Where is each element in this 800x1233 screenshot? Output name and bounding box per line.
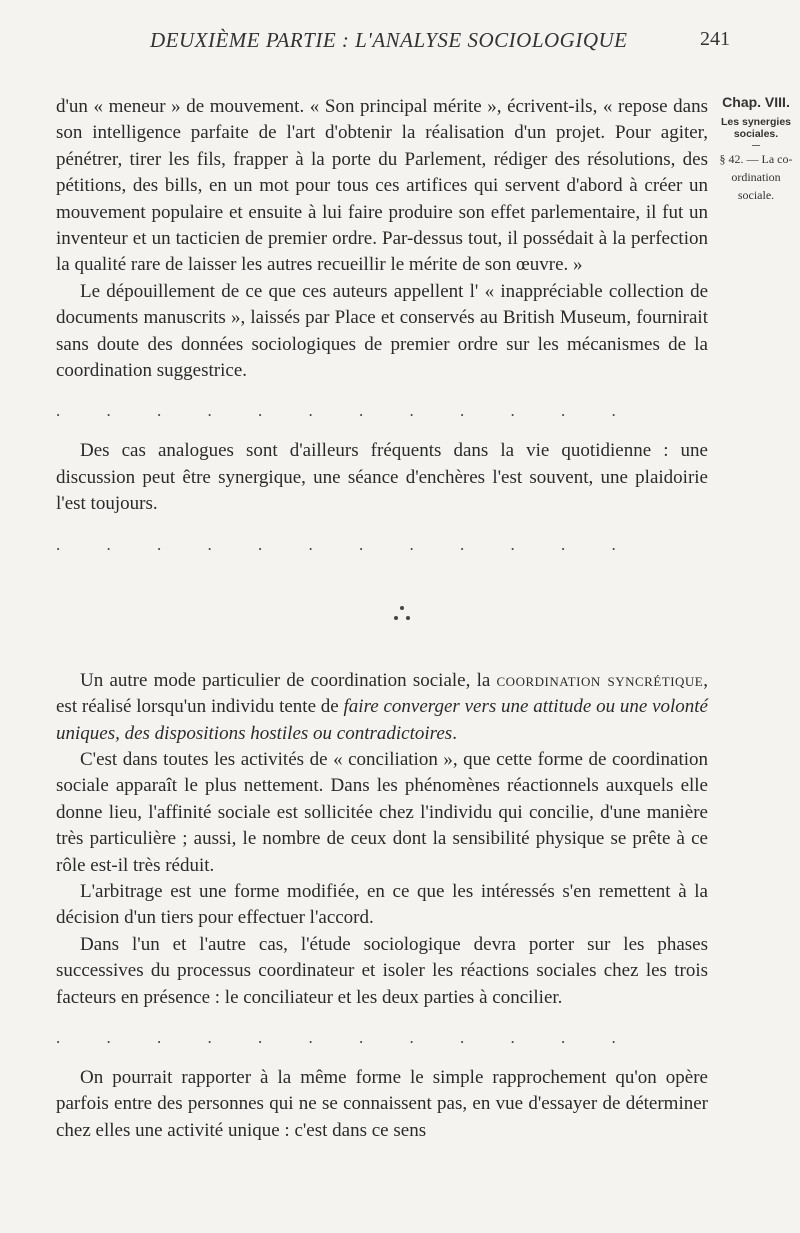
paragraph-4-part1: Un autre mode particulier de coordination sociale, la	[80, 669, 497, 691]
ellipsis-row-2: . . . . . . . . . . . .	[56, 534, 637, 554]
paragraph-1: d'un « meneur » de mouvement. « Son principal mérite », écrivent-ils, « repose dans son intelligence parfaite de l'art d'obtenir la réalisation d'un projet. Pour agiter, pénétrer, tirer les fils, frapper à la porte du Parlement, rédiger des résolutions, des pétitions, des bills, en un mot pour tous ces artifices qui servent d'abord à créer un mouvement populaire et ensuite à lui faire produire son effet parlementaire, il fut un inventeur et un tacticien de premier ordre. Par-dessus tout, il possédait à la perfection la qualité rare de laisser les autres recueillir le mérite de son œuvre. »	[56, 96, 708, 276]
paragraph-5: C'est dans toutes les activités de « conciliation », que cette forme de coordination sociale apparaît le plus nettement. Dans les phénomènes réactionnels auxquels elle donne lieu, l'affinité sociale est sollicitée chez l'individu qui concilie, d'une manière très particulière ; aussi, le nombre de ceux dont la sensibilité physique se prête à ce rôle est-il très réduit.	[56, 748, 708, 876]
margin-chapter-note: Chap. VIII.	[722, 94, 790, 110]
spacer	[56, 424, 708, 438]
ellipsis-row-1: . . . . . . . . . . . .	[56, 401, 637, 421]
running-head: DEUXIÈME PARTIE : L'ANALYSE SOCIOLOGIQUE	[150, 28, 628, 52]
paragraph-6: L'arbitrage est une forme modifiée, en ce que les intéressés s'en remettent à la décision d'un tiers pour effectuer l'accord.	[56, 880, 708, 929]
asterism-dot	[400, 606, 404, 610]
paragraph-2: Le dépouillement de ce que ces auteurs appellent l' « inappréciable collection de documents manuscrits », laissés par Place et conservés au British Museum, fournirait sans doute des données sociologiques de premier ordre sur les mécanismes de la coordination suggestrice.	[56, 280, 708, 382]
paragraph-8: On pourrait rapporter à la même forme le simple rapprochement qu'on opère parfois entre des personnes qui ne se connaissent pas, en vue d'essayer de déterminer chez elles une activité unique : c'est dans ce sens	[56, 1066, 708, 1141]
page-header	[0, 18, 800, 58]
paragraph-4	[56, 668, 708, 747]
margin-divider	[752, 145, 760, 146]
asterism-ornament	[56, 576, 708, 656]
asterism-dot	[406, 616, 410, 620]
asterism-dot	[394, 616, 398, 620]
ellipsis-row-3: . . . . . . . . . . . .	[56, 1027, 637, 1047]
margin-section-note: § 42. — La co-ordination sociale.	[719, 152, 793, 202]
paragraph-4-emphasis: faire converger vers une attitude ou une volonté uniques, des dispositions hostiles ou contradictoires	[56, 696, 708, 744]
margin-synergies-note: Les synergies sociales.	[720, 116, 792, 140]
spacer	[56, 1051, 708, 1065]
body-text	[56, 94, 708, 1144]
paragraph-4-part2: , est réalisé lorsqu'un individu tente de	[56, 669, 708, 718]
spacer	[56, 384, 708, 398]
spacer	[56, 518, 708, 532]
spacer	[56, 1011, 708, 1025]
term-coordination-syncretique: coordination syncrétique	[496, 669, 704, 691]
page-number: 241	[700, 28, 730, 50]
paragraph-4-part3: .	[452, 722, 457, 744]
paragraph-3: Des cas analogues sont d'ailleurs fréquents dans la vie quotidienne : une discussion peut être synergique, une séance d'enchères l'est souvent, une plaidoirie l'est toujours.	[56, 440, 708, 515]
paragraph-7: Dans l'un et l'autre cas, l'étude sociologique devra porter sur les phases successives du processus coordinateur et isoler les réactions sociales chez les trois facteurs en présence : le conciliateur et les deux parties à concilier.	[56, 933, 708, 1008]
